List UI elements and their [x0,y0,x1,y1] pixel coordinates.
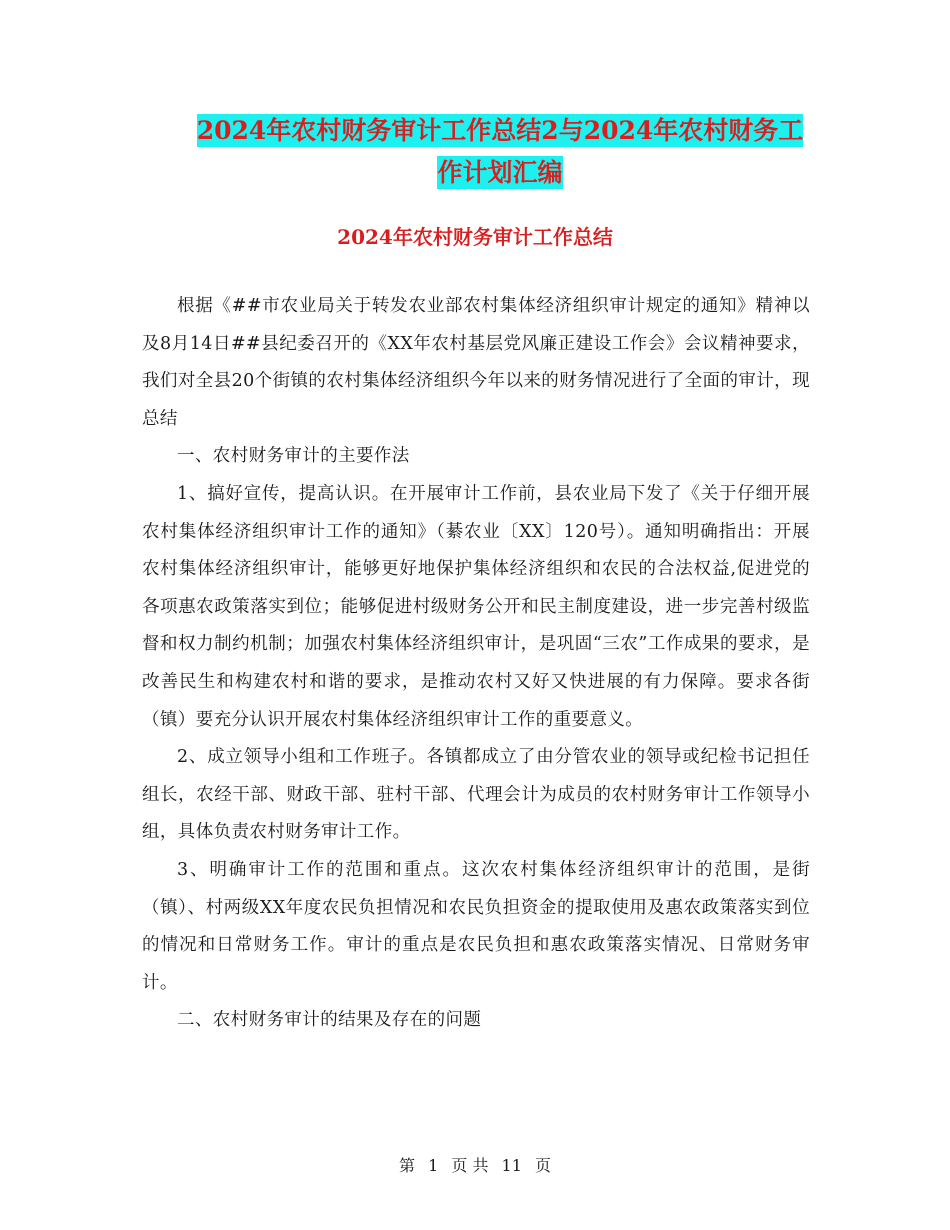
section-title: 2024年农村财务审计工作总结 [337,225,613,249]
page-footer [0,1153,950,1176]
paragraph-intro: 根据《##市农业局关于转发农业部农村集体经济组织审计规定的通知》精神以及8月14日##县纪委召开的《XX年农村基层党风廉正建设工作会》会议精神要求，我们对全县20个街镇的农村集体经济组织今年以来的财务情况进行了全面的审计，现总结 [142,296,810,429]
footer-page-number: 1 [428,1156,439,1175]
footer-suffix: 页 [535,1156,552,1175]
document-title [140,110,860,194]
paragraph-audit-scope: 3、明确审计工作的范围和重点。这次农村集体经济组织审计的范围，是街（镇）、村两级XX年度农民负担情况和农民负担资金的提取使用及惠农政策落实到位的情况和日常财务工作。审计的重点是农民负担和惠农政策落实情况、日常财务审计。 [142,859,810,993]
title-line-2: 作计划汇编 [437,158,563,187]
heading-main-methods: 一、农村财务审计的主要作法 [177,446,410,467]
paragraph-leadership-group: 2、成立领导小组和工作班子。各镇都成立了由分管农业的领导或纪检书记担任组长，农经干部、财政干部、驻村干部、代理会计为成员的农村财务审计工作领导小组，具体负责农村财务审计工作。 [142,747,810,843]
title-line-1: 2024年农村财务审计工作总结2与2024年农村财务工 [196,116,804,145]
footer-prefix: 第 [398,1156,415,1175]
heading-results-problems: 二、农村财务审计的结果及存在的问题 [177,1010,482,1031]
footer-total-pages: 11 [501,1156,522,1175]
paragraph-publicity: 1、搞好宣传，提高认识。在开展审计工作前，县农业局下发了《关于仔细开展农村集体经济组织审计工作的通知》（綦农业〔XX〕120号）。通知明确指出：开展农村集体经济组织审计，能够更好地保护集体经济组织和农民的合法权益,促进党的各项惠农政策落实到位；能够促进村级财务公开和民主制度建设，进一步完善村级监督和权力制约机制；加强农村集体经济组织审计，是巩固“三农”工作成果的要求，是改善民生和构建农村和谐的要求，是推动农村又好又快进展的有力保障。要求各街（镇）要充分认识开展农村集体经济组织审计工作的重要意义。 [142,483,810,730]
footer-middle: 页 共 [451,1156,489,1175]
document-body [142,288,810,1040]
